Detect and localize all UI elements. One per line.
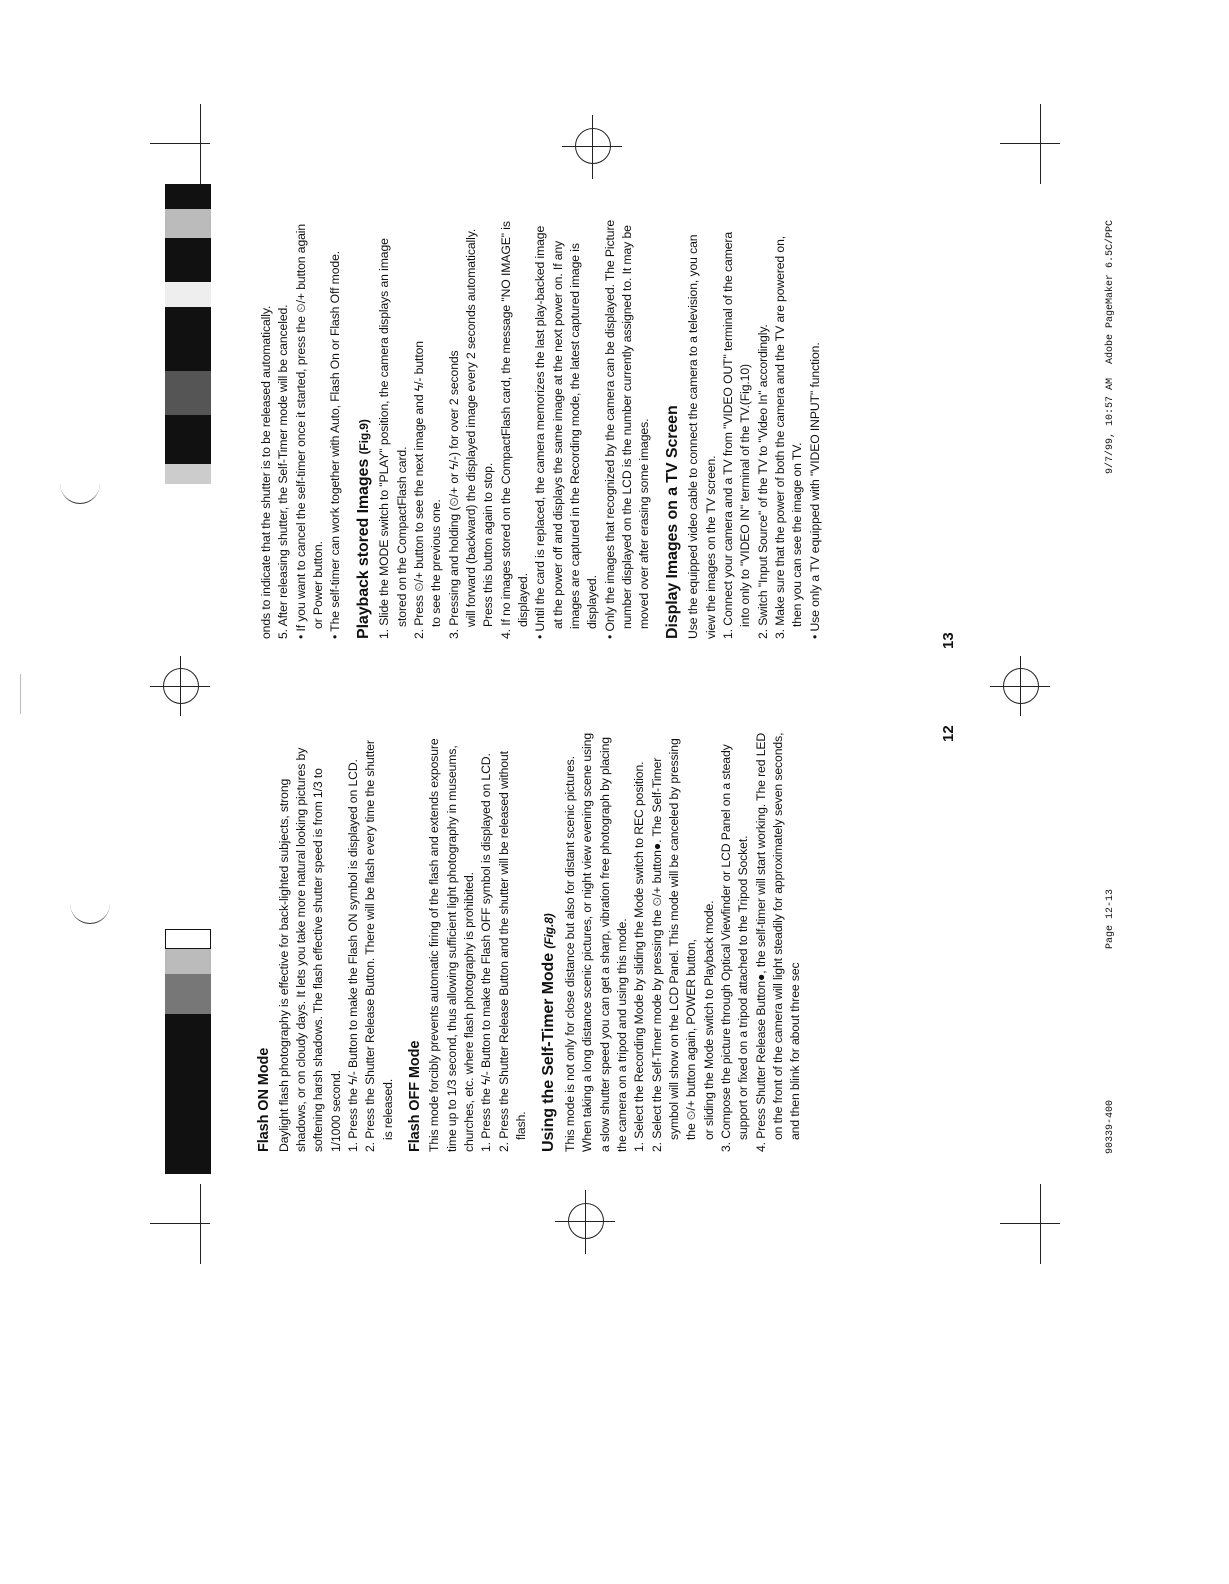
playback-step-4: 4. If no images stored on the CompactFlash card, the message "NO IMAGE" is displayed. <box>498 221 530 639</box>
self-timer-note-1: • If you want to cancel the self-timer once it started, press the ⏲/+ button again or Power button. <box>293 223 325 639</box>
registration-mark <box>150 686 210 687</box>
punch-mark <box>60 463 100 504</box>
playback-fig: (Fig.9) <box>356 419 371 455</box>
playback-note-2: • Only the images that recognized by the camera can be displayed. The Picture number displayed on the LCD is the number currently assigned to. It may be moved over after erasing some images. <box>602 219 652 639</box>
registration-mark <box>555 1221 615 1222</box>
self-timer-step-2b: or sliding the Mode switch to Playback mode. <box>701 900 716 1140</box>
registration-mark <box>585 1190 586 1254</box>
playback-title: Playback stored Images <box>354 458 372 639</box>
playback-step-3b: will forward (backward) the displayed image every 2 seconds automatically. Press this button again to stop. <box>464 228 496 627</box>
page-number-left: 12 <box>940 725 957 742</box>
self-timer-heading <box>538 732 561 1152</box>
flash-on-step-1: 1. Press the ϟ/- Button to make the Flash ON symbol is displayed on LCD. <box>345 759 360 1152</box>
page-number-right: 13 <box>940 632 957 649</box>
self-timer-step-2a: 2. Select the Self-Timer mode by pressing the ⏲/+ button●. The Self-Timer symbol will show on the LCD Panel. This mode will be canceled by pressing the ⏲/+ button again, POWER button, <box>649 738 699 1152</box>
self-timer-title: Using the Self-Timer Mode <box>540 952 558 1152</box>
self-timer-step-3: 3. Compose the picture through Optical Viewfinder or LCD Panel on a steady support or fixed on a tripod attached to the Tripod Socket. <box>719 744 751 1152</box>
registration-mark <box>562 146 622 147</box>
crop-mark <box>150 143 210 144</box>
self-timer-fig: (Fig.8) <box>542 913 557 949</box>
playback-step-1: 1. Slide the MODE switch to "PLAY" position, the camera displays an image stored on the CompactFlash card. <box>377 238 409 639</box>
flash-off-body: This mode forcibly prevents automatic firing of the flash and extends exposure time up to 1/3 second, thus allowing sufficient light photography in museums, churches, etc. where flash photography is prohibited. <box>427 738 477 1152</box>
playback-heading <box>353 219 376 639</box>
gray-bar-right <box>165 184 211 484</box>
crop-mark <box>150 1223 210 1224</box>
crop-mark <box>200 1184 201 1264</box>
flash-on-body: Daylight flash photography is effective for back-lighted subjects, strong shadows, or on cloudy days. It lets you take more natural looking pictures by softening harsh shadows. The flash effective shutter speed is from 1/3 to 1/1000 second. <box>276 747 343 1152</box>
footer-timestamp: 9/7/99, 10:57 AM <box>1105 377 1116 474</box>
registration-mark <box>592 115 593 179</box>
tv-heading: Display Images on a TV Screen <box>663 405 681 639</box>
crop-mark <box>1040 104 1041 184</box>
footer-app: Adobe PageMaker 6.5C/PPC <box>1105 219 1116 364</box>
footer-page-label: Page 12-13 <box>1105 888 1116 949</box>
tv-step-1: 1. Connect your camera and a TV from "VIDEO OUT" terminal of the camera into only to "VIDEO IN" terminal of the TV.(Fig.10) <box>720 231 753 639</box>
playback-step-3a: 3. Pressing and holding (⏲/+ or ϟ/-) for over 2 seconds <box>446 350 461 639</box>
crop-mark <box>200 104 201 184</box>
tv-body: Use the equipped video cable to connect the camera to a television, you can view the images on the TV screen. <box>686 234 718 639</box>
left-page-column <box>248 732 805 1152</box>
playback-step-2a: 2. Press ⏲/+ button to see the next image and ϟ/- button <box>412 341 427 639</box>
flash-on-step-2: 2. Press the Shutter Release Button. There will be flash every time the shutter is released. <box>363 740 395 1152</box>
flash-off-step-2: 2. Press the Shutter Release Button and the shutter will be released without flash. <box>496 751 529 1152</box>
registration-mark <box>990 686 1050 687</box>
crop-mark <box>1040 1184 1041 1264</box>
playback-note-1: • Until the card is replaced, the camera memorizes the last play-backed image at the power off and displays the same image at the next power on. If any images are captured in the Recording mode, the latest captured image is displayed. <box>533 225 600 639</box>
self-timer-step-4: 4. Press Shutter Release Button●, the self-timer will start working. The red LED on the front of the camera will light steadily for approximately seven seconds, and then blink for about three sec <box>753 732 803 1152</box>
tv-step-3: 3. Make sure that the power of both the camera and the TV are powered on, then you can see the image on TV. <box>772 235 805 639</box>
footer-code: 90339-400 <box>1105 1099 1116 1154</box>
crop-mark <box>1000 1223 1060 1224</box>
flash-off-heading: Flash OFF Mode <box>406 1040 423 1152</box>
self-timer-note-2: • The self-timer can work together with Auto, Flash On or Flash Off mode. <box>328 250 343 639</box>
crop-mark <box>1000 143 1060 144</box>
self-timer-step-5: 5. After releasing shutter, the Self-Timer mode will be canceled. <box>276 304 291 639</box>
punch-mark <box>70 883 110 924</box>
tv-step-2: 2. Switch "Input Source" of the TV to "Video In" accordingly. <box>755 324 770 639</box>
tv-note: • Use only a TV equipped with "VIDEO INPUT" function. <box>807 342 822 639</box>
playback-step-2b: to see the previous one. <box>429 499 444 627</box>
flash-on-heading: Flash ON Mode <box>256 1047 272 1152</box>
self-timer-step-1: 1. Select the Recording Mode by sliding the Mode switch to REC position. <box>632 761 647 1152</box>
gray-bar-left <box>165 874 211 1174</box>
self-timer-body-1: This mode is not only for close distance but also for distant scenic pictures. <box>563 756 578 1152</box>
self-timer-body-2: When taking a long distance scenic pictures, or night view evening scene using a slow shutter speed you can get a sharp, vibration free photograph by placing the camera on a tripod and using this mode. <box>580 732 630 1152</box>
flash-off-step-1: 1. Press the ϟ/- Button to make the Flash OFF symbol is displayed on LCD. <box>479 753 494 1152</box>
self-timer-continued: onds to indicate that the shutter is to be released automatically. <box>259 305 273 639</box>
crop-mark <box>20 674 21 714</box>
right-page-column <box>258 219 824 639</box>
